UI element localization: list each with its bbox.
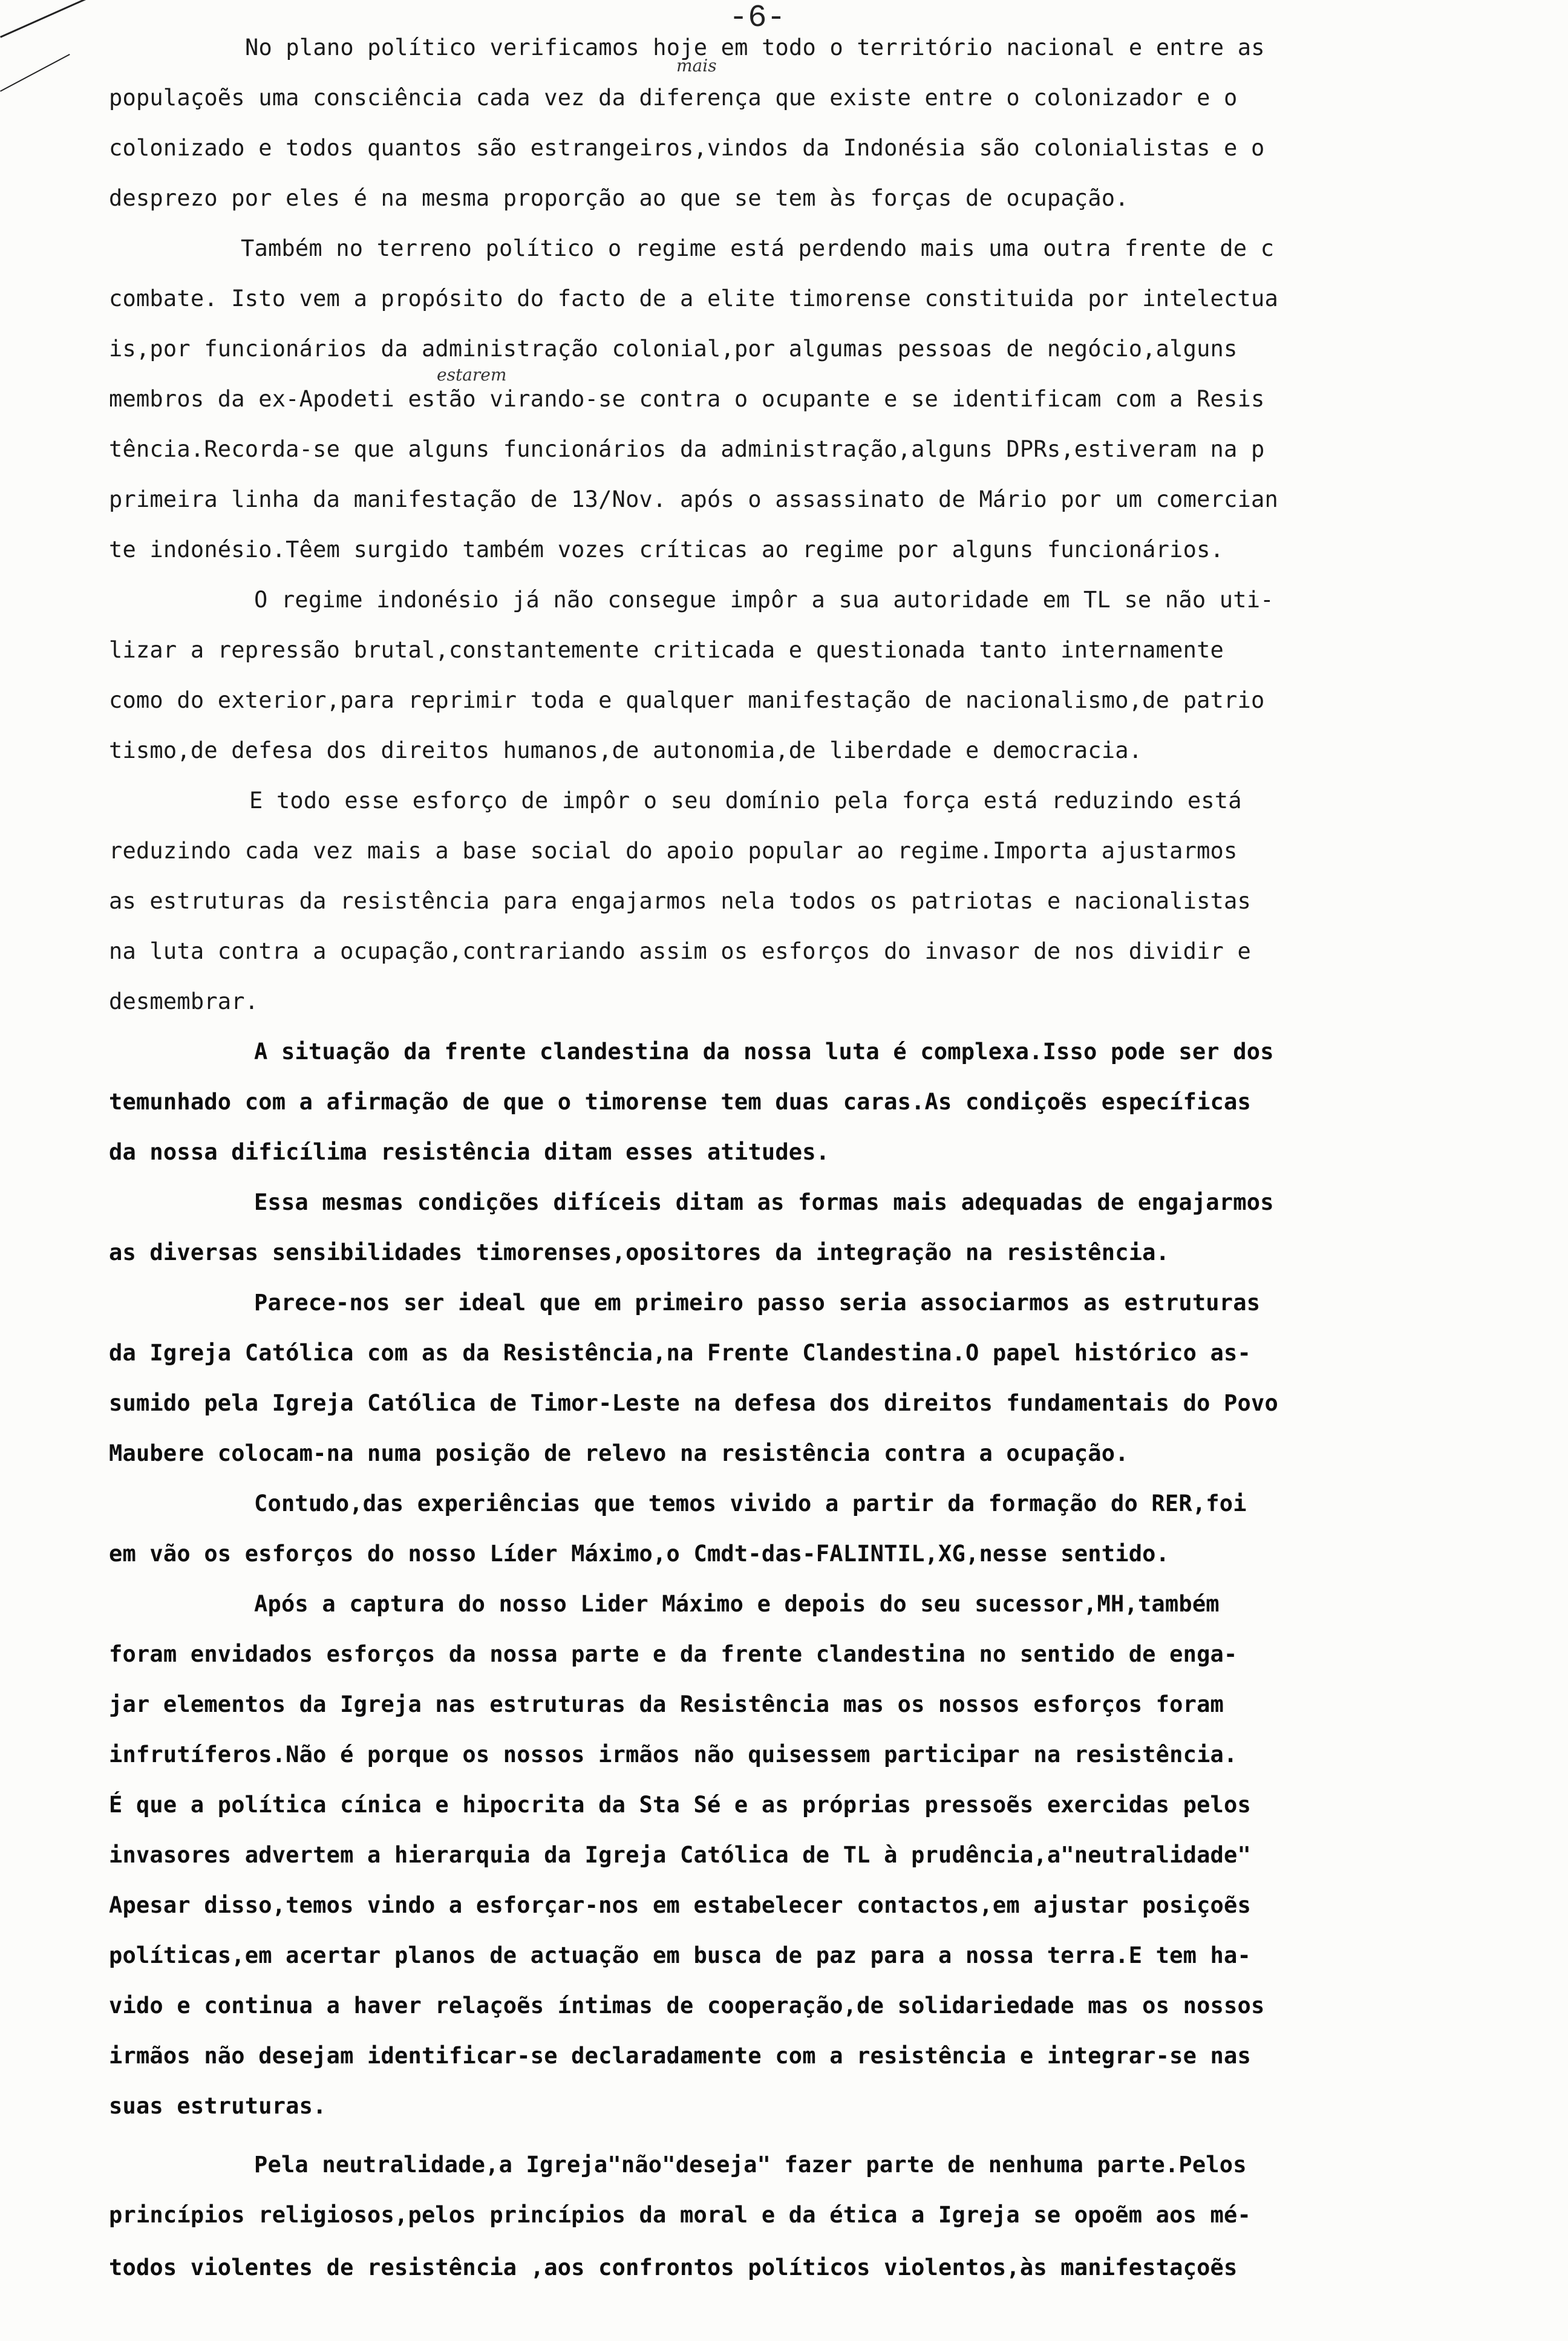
text-line: jar elementos da Igreja nas estruturas da Resistência mas os nossos esforços foram bbox=[109, 1691, 1224, 1717]
text-line: desmembrar. bbox=[109, 988, 259, 1014]
text-line: temunhado com a afirmação de que o timorense tem duas caras.As condiçoẽs específicas bbox=[109, 1089, 1251, 1115]
text-line: todos violentes de resistência ,aos confrontos políticos violentos,às manifestaçoẽs bbox=[109, 2254, 1238, 2281]
text-line: is,por funcionários da administração colonial,por algumas pessoas de negócio,alguns bbox=[109, 336, 1238, 362]
text-line: lizar a repressão brutal,constantemente criticada e questionada tanto internamente bbox=[109, 637, 1224, 663]
text-line: tismo,de defesa dos direitos humanos,de autonomia,de liberdade e democracia. bbox=[109, 737, 1143, 763]
text-line: infrutíferos.Não é porque os nossos irmãos não quisessem participar na resistência. bbox=[109, 1742, 1238, 1768]
text-line: E todo esse esforço de impôr o seu domínio pela força está reduzindo está bbox=[249, 788, 1242, 814]
text-line: invasores advertem a hierarquia da Igreja Católica de TL à prudência,a"neutralidade" bbox=[109, 1842, 1251, 1868]
text-line: as diversas sensibilidades timorenses,opositores da integração na resistência. bbox=[109, 1239, 1170, 1265]
text-line: em vão os esforços do nosso Líder Máximo,o Cmdt-das-FALINTIL,XG,nesse sentido. bbox=[109, 1541, 1170, 1567]
text-line: É que a política cínica e hipocrita da Sta Sé e as próprias pressoẽs exercidas pelos bbox=[109, 1792, 1251, 1818]
text-line: tência.Recorda-se que alguns funcionários da administração,alguns DPRs,estiveram na p bbox=[109, 436, 1265, 462]
text-line: te indonésio.Têem surgido também vozes críticas ao regime por alguns funcionários. bbox=[109, 537, 1224, 563]
text-line: políticas,em acertar planos de actuação em busca de paz para a nossa terra.E tem ha- bbox=[109, 1942, 1251, 1968]
text-line: da nossa dificílima resistência ditam esses atitudes. bbox=[109, 1139, 830, 1165]
margin-fold-mark bbox=[0, 0, 111, 38]
text-line: membros da ex-Apodeti estão virando-se contra o ocupante e se identificam com a Resis bbox=[109, 386, 1265, 412]
text-line: primeira linha da manifestação de 13/Nov. após o assassinato de Mário por um comercian bbox=[109, 486, 1278, 512]
text-line: foram envidados esforços da nossa parte e da frente clandestina no sentido de enga- bbox=[109, 1641, 1238, 1667]
text-line: desprezo por eles é na mesma proporção ao que se tem às forças de ocupação. bbox=[109, 185, 1129, 211]
text-line: na luta contra a ocupação,contrariando assim os esforços do invasor de nos dividir e bbox=[109, 938, 1251, 964]
text-line: combate. Isto vem a propósito do facto de a elite timorense constituida por intelectua bbox=[109, 286, 1278, 312]
text-line: vido e continua a haver relaçoẽs íntimas de cooperação,de solidariedade mas os nossos bbox=[109, 1993, 1265, 2019]
text-line: populaçoẽs uma consciência cada vez da diferença que existe entre o colonizador e o bbox=[109, 85, 1238, 111]
text-line: da Igreja Católica com as da Resistência,na Frente Clandestina.O papel histórico as- bbox=[109, 1340, 1251, 1366]
text-line: Essa mesmas condições difíceis ditam as formas mais adequadas de engajarmos bbox=[254, 1189, 1274, 1215]
text-line: Contudo,das experiências que temos vivido a partir da formação do RER,foi bbox=[254, 1490, 1247, 1517]
text-line: irmãos não desejam identificar-se declaradamente com a resistência e integrar-se nas bbox=[109, 2043, 1251, 2069]
text-line: Também no terreno político o regime está perdendo mais uma outra frente de c bbox=[241, 235, 1275, 261]
text-line: colonizado e todos quantos são estrangeiros,vindos da Indonésia são colonialistas e o bbox=[109, 135, 1265, 161]
text-line: Após a captura do nosso Lider Máximo e depois do seu sucessor,MH,também bbox=[254, 1591, 1220, 1617]
margin-fold-mark-2 bbox=[0, 54, 70, 92]
text-line: Apesar disso,temos vindo a esforçar-nos em estabelecer contactos,em ajustar posiçoẽs bbox=[109, 1892, 1251, 1918]
text-line: No plano político verificamos hoje em todo o território nacional e entre as bbox=[245, 34, 1265, 60]
text-line: princípios religiosos,pelos princípios da moral e da ética a Igreja se opoẽm aos mé- bbox=[109, 2202, 1251, 2228]
text-line: Pela neutralidade,a Igreja"não"deseja" fazer parte de nenhuma parte.Pelos bbox=[254, 2152, 1247, 2178]
page-number: -6- bbox=[729, 0, 786, 36]
handwritten-annotation-estarem: estarem bbox=[437, 365, 507, 385]
text-line: reduzindo cada vez mais a base social do apoio popular ao regime.Importa ajustarmos bbox=[109, 838, 1238, 864]
text-line: A situação da frente clandestina da nossa luta é complexa.Isso pode ser dos bbox=[254, 1039, 1274, 1065]
text-line: as estruturas da resistência para engajarmos nela todos os patriotas e nacionalistas bbox=[109, 888, 1251, 914]
handwritten-annotation-mais: mais bbox=[676, 56, 717, 76]
text-line: Parece-nos ser ideal que em primeiro passo seria associarmos as estruturas bbox=[254, 1290, 1261, 1316]
text-line: suas estruturas. bbox=[109, 2093, 327, 2119]
text-line: como do exterior,para reprimir toda e qualquer manifestação de nacionalismo,de patrio bbox=[109, 687, 1265, 713]
text-line: O regime indonésio já não consegue impôr a sua autoridade em TL se não uti- bbox=[254, 587, 1274, 613]
text-line: Maubere colocam-na numa posição de relevo na resistência contra a ocupação. bbox=[109, 1440, 1129, 1466]
text-line: sumido pela Igreja Católica de Timor-Leste na defesa dos direitos fundamentais do Povo bbox=[109, 1390, 1278, 1416]
